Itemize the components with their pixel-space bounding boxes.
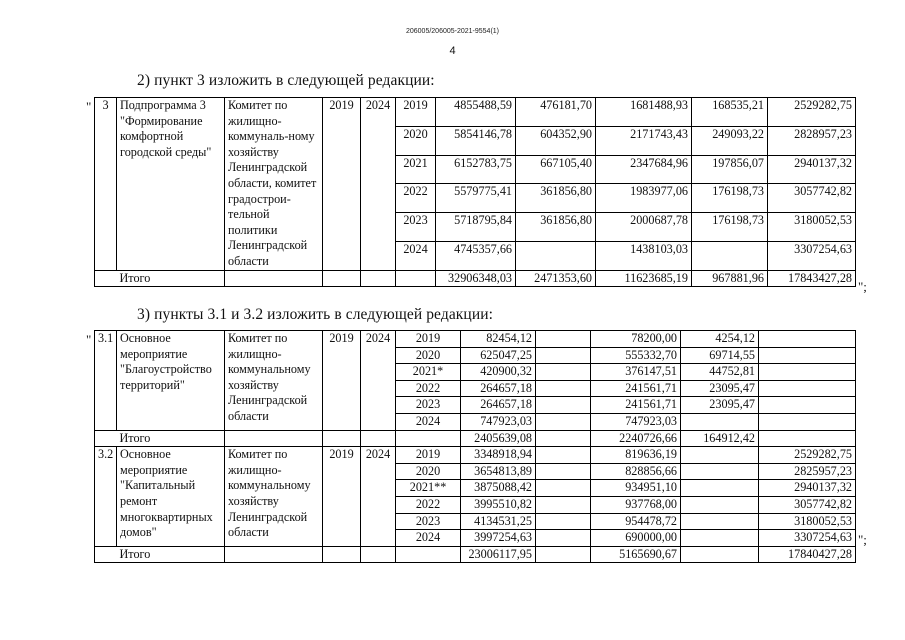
municipal-cell: 164912,42: [681, 430, 759, 447]
year-cell: 2020: [396, 347, 461, 364]
federal-cell: [536, 397, 591, 414]
municipal-cell: [692, 241, 768, 270]
other-sources-cell: 3307254,63: [768, 241, 856, 270]
federal-cell: [536, 546, 591, 563]
total-cell: 3348918,94: [461, 447, 536, 464]
total-cell: 264657,18: [461, 380, 536, 397]
municipal-cell: 197856,07: [692, 155, 768, 184]
federal-cell: [536, 513, 591, 530]
other-sources-cell: [759, 380, 856, 397]
total-label-cell: Итого: [117, 430, 225, 447]
federal-cell: [536, 530, 591, 547]
total-empty-cell: [396, 546, 461, 563]
regional-cell: 934951,10: [591, 480, 681, 497]
year-cell: 2019: [396, 98, 436, 127]
other-sources-cell: 3180052,53: [759, 513, 856, 530]
federal-cell: [536, 413, 591, 430]
total-cell: 6152783,75: [436, 155, 516, 184]
municipal-cell: 44752,81: [681, 364, 759, 381]
year-cell: 2024: [396, 530, 461, 547]
federal-cell: [536, 447, 591, 464]
regional-cell: 376147,51: [591, 364, 681, 381]
end-year-cell: 2024: [361, 331, 396, 431]
total-cell: 3654813,89: [461, 463, 536, 480]
total-cell: 420900,32: [461, 364, 536, 381]
regional-cell: 937768,00: [591, 496, 681, 513]
total-empty-cell: [323, 546, 361, 563]
regional-cell: 1681488,93: [596, 98, 692, 127]
item-number-cell: 3.2: [95, 447, 117, 547]
year-cell: 2019: [396, 331, 461, 348]
section-heading-2: 3) пункты 3.1 и 3.2 изложить в следующей редакции:: [137, 306, 494, 323]
table-row: [95, 98, 856, 127]
funding-table-subprogram-3: [94, 97, 856, 287]
opening-quote-2: ": [86, 332, 92, 347]
federal-cell: [536, 463, 591, 480]
federal-cell: 361856,80: [516, 213, 596, 242]
total-cell: 32906348,03: [436, 270, 516, 287]
municipal-cell: 23095,47: [681, 397, 759, 414]
federal-cell: [536, 347, 591, 364]
other-sources-cell: 2825957,23: [759, 463, 856, 480]
year-cell: 2024: [396, 413, 461, 430]
total-empty-cell: [361, 546, 396, 563]
municipal-cell: [681, 463, 759, 480]
closing-mark-2: ";: [858, 532, 867, 547]
year-cell: 2022: [396, 380, 461, 397]
other-sources-cell: [759, 347, 856, 364]
total-label-cell: Итого: [117, 546, 225, 563]
total-cell: 3875088,42: [461, 480, 536, 497]
year-cell: 2022: [396, 184, 436, 213]
total-empty-cell: [323, 430, 361, 447]
regional-cell: 690000,00: [591, 530, 681, 547]
total-cell: 23006117,95: [461, 546, 536, 563]
federal-cell: [536, 364, 591, 381]
total-empty-cell: [396, 430, 461, 447]
total-empty-cell: [225, 430, 323, 447]
year-cell: 2019: [396, 447, 461, 464]
total-empty-cell: [361, 270, 396, 287]
year-cell: 2022: [396, 496, 461, 513]
year-cell: 2020: [396, 126, 436, 155]
regional-cell: 828856,66: [591, 463, 681, 480]
municipal-cell: [681, 546, 759, 563]
table-row-total: [95, 546, 856, 563]
other-sources-cell: 2529282,75: [768, 98, 856, 127]
municipal-cell: 967881,96: [692, 270, 768, 287]
total-label-cell: Итого: [117, 270, 225, 287]
executor-cell: Комитет по жилищно-коммуналь-ному хозяйству Ленинградской области, комитет градострои-тельной политики Ленинградской области: [225, 98, 323, 271]
total-cell: 747923,03: [461, 413, 536, 430]
item-number-cell: 3: [95, 98, 117, 271]
end-year-cell: 2024: [361, 447, 396, 547]
total-empty-cell: [225, 270, 323, 287]
municipal-cell: 69714,55: [681, 347, 759, 364]
executor-cell: Комитет по жилищно-коммунальному хозяйству Ленинградской области: [225, 447, 323, 547]
year-cell: 2023: [396, 213, 436, 242]
other-sources-cell: 3057742,82: [759, 496, 856, 513]
total-cell: 5718795,84: [436, 213, 516, 242]
municipal-cell: [681, 530, 759, 547]
other-sources-cell: 2828957,23: [768, 126, 856, 155]
start-year-cell: 2019: [323, 331, 361, 431]
document-id: 206005/206005-2021-9554(1): [405, 28, 500, 35]
item-name-cell: Основное мероприятие "Благоустройство территорий": [117, 331, 225, 431]
executor-cell: Комитет по жилищно-коммунальному хозяйству Ленинградской области: [225, 331, 323, 431]
federal-cell: [516, 241, 596, 270]
other-sources-cell: [759, 397, 856, 414]
other-sources-cell: 2940137,32: [768, 155, 856, 184]
federal-cell: 667105,40: [516, 155, 596, 184]
municipal-cell: [681, 480, 759, 497]
total-cell: 5579775,41: [436, 184, 516, 213]
funding-table-activities-3-1-3-2: [94, 330, 856, 563]
other-sources-cell: 2529282,75: [759, 447, 856, 464]
municipal-cell: 176198,73: [692, 184, 768, 213]
regional-cell: 11623685,19: [596, 270, 692, 287]
regional-cell: 819636,19: [591, 447, 681, 464]
regional-cell: 5165690,67: [591, 546, 681, 563]
year-cell: 2021: [396, 155, 436, 184]
item-number-cell: 3.1: [95, 331, 117, 431]
regional-cell: 2347684,96: [596, 155, 692, 184]
year-cell: 2020: [396, 463, 461, 480]
total-empty-cell: [396, 270, 436, 287]
federal-cell: 476181,70: [516, 98, 596, 127]
municipal-cell: [681, 513, 759, 530]
closing-mark-1: ";: [858, 279, 867, 294]
regional-cell: 1438103,03: [596, 241, 692, 270]
regional-cell: 2171743,43: [596, 126, 692, 155]
total-cell: 625047,25: [461, 347, 536, 364]
municipal-cell: 176198,73: [692, 213, 768, 242]
total-cell: 5854146,78: [436, 126, 516, 155]
other-sources-cell: [759, 331, 856, 348]
year-cell: 2021*: [396, 364, 461, 381]
federal-cell: [536, 331, 591, 348]
other-sources-cell: 2940137,32: [759, 480, 856, 497]
other-sources-cell: 3307254,63: [759, 530, 856, 547]
regional-cell: 2240726,66: [591, 430, 681, 447]
item-name-cell: Подпрограмма 3 "Формирование комфортной городской среды": [117, 98, 225, 271]
year-cell: 2023: [396, 397, 461, 414]
federal-cell: 2471353,60: [516, 270, 596, 287]
regional-cell: 78200,00: [591, 331, 681, 348]
federal-cell: [536, 480, 591, 497]
other-sources-cell: 17840427,28: [759, 546, 856, 563]
other-sources-cell: 17843427,28: [768, 270, 856, 287]
table-row: [95, 331, 856, 348]
table-row-total: [95, 270, 856, 287]
municipal-cell: 249093,22: [692, 126, 768, 155]
total-cell: 3997254,63: [461, 530, 536, 547]
federal-cell: [536, 430, 591, 447]
total-empty-cell: [361, 430, 396, 447]
municipal-cell: 4254,12: [681, 331, 759, 348]
municipal-cell: [681, 447, 759, 464]
municipal-cell: 168535,21: [692, 98, 768, 127]
total-cell: 82454,12: [461, 331, 536, 348]
end-year-cell: 2024: [361, 98, 396, 271]
total-cell: 4855488,59: [436, 98, 516, 127]
total-cell: 264657,18: [461, 397, 536, 414]
regional-cell: 2000687,78: [596, 213, 692, 242]
regional-cell: 241561,71: [591, 380, 681, 397]
opening-quote-1: ": [86, 99, 92, 114]
other-sources-cell: 3057742,82: [768, 184, 856, 213]
regional-cell: 954478,72: [591, 513, 681, 530]
federal-cell: [536, 496, 591, 513]
municipal-cell: 23095,47: [681, 380, 759, 397]
federal-cell: [536, 380, 591, 397]
regional-cell: 747923,03: [591, 413, 681, 430]
page-number: 4: [449, 45, 456, 57]
year-cell: 2023: [396, 513, 461, 530]
other-sources-cell: [759, 430, 856, 447]
total-empty-cell: [225, 546, 323, 563]
federal-cell: 604352,90: [516, 126, 596, 155]
total-spacer-cell: [95, 430, 117, 447]
total-cell: 4745357,66: [436, 241, 516, 270]
total-spacer-cell: [95, 270, 117, 287]
other-sources-cell: [759, 413, 856, 430]
table-row-total: [95, 430, 856, 447]
total-empty-cell: [323, 270, 361, 287]
total-cell: 2405639,08: [461, 430, 536, 447]
table-row: [95, 447, 856, 464]
total-spacer-cell: [95, 546, 117, 563]
municipal-cell: [681, 413, 759, 430]
start-year-cell: 2019: [323, 447, 361, 547]
year-cell: 2024: [396, 241, 436, 270]
other-sources-cell: 3180052,53: [768, 213, 856, 242]
year-cell: 2021**: [396, 480, 461, 497]
section-heading-1: 2) пункт 3 изложить в следующей редакции:: [137, 72, 435, 89]
regional-cell: 241561,71: [591, 397, 681, 414]
total-cell: 4134531,25: [461, 513, 536, 530]
total-cell: 3995510,82: [461, 496, 536, 513]
federal-cell: 361856,80: [516, 184, 596, 213]
municipal-cell: [681, 496, 759, 513]
start-year-cell: 2019: [323, 98, 361, 271]
other-sources-cell: [759, 364, 856, 381]
item-name-cell: Основное мероприятие "Капитальный ремонт многоквартирных домов": [117, 447, 225, 547]
regional-cell: 1983977,06: [596, 184, 692, 213]
regional-cell: 555332,70: [591, 347, 681, 364]
